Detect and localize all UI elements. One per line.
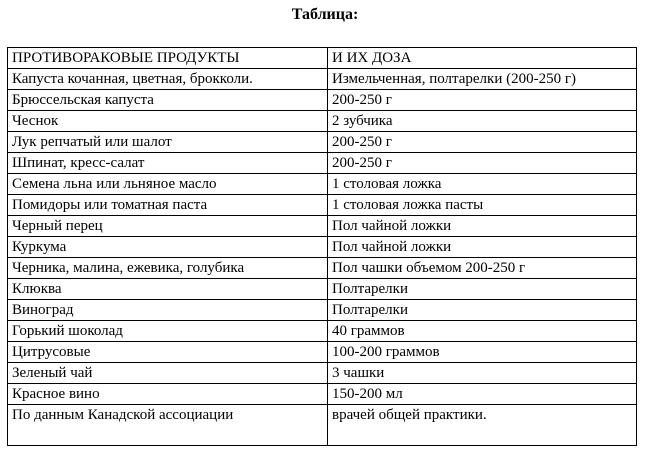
table-row (8, 153, 637, 174)
product-cell: Помидоры или томатная паста (8, 195, 328, 216)
table-row (8, 363, 637, 384)
header-dose: И ИХ ДОЗА (328, 48, 637, 69)
product-cell: Горький шоколад (8, 321, 328, 342)
document-title: Таблица: (291, 6, 359, 23)
source-note-cell: По данным Канадской ассоциации (8, 405, 328, 446)
dose-cell: Полтарелки (328, 279, 637, 300)
table-row (8, 384, 637, 405)
dose-cell: Полтарелки (328, 300, 637, 321)
table-row-source (8, 405, 637, 446)
dose-cell: Пол чайной ложки (328, 216, 637, 237)
dose-cell: 200-250 г (328, 132, 637, 153)
dose-cell: 2 зубчика (328, 111, 637, 132)
table-row (8, 342, 637, 363)
table-row (8, 174, 637, 195)
product-cell: Красное вино (8, 384, 328, 405)
dose-cell: Измельченная, полтарелки (200-250 г) (328, 69, 637, 90)
product-cell: Куркума (8, 237, 328, 258)
product-cell: Лук репчатый или шалот (8, 132, 328, 153)
product-cell: Черный перец (8, 216, 328, 237)
table-row (8, 216, 637, 237)
product-cell: Брюссельская капуста (8, 90, 328, 111)
table-row (8, 111, 637, 132)
table-row (8, 321, 637, 342)
table-header-row (8, 48, 637, 69)
table-row (8, 237, 637, 258)
dose-cell: 150-200 мл (328, 384, 637, 405)
product-cell: Черника, малина, ежевика, голубика (8, 258, 328, 279)
product-cell: Зеленый чай (8, 363, 328, 384)
dose-cell: 3 чашки (328, 363, 637, 384)
dose-cell: 1 столовая ложка (328, 174, 637, 195)
product-cell: Чеснок (8, 111, 328, 132)
source-note-cell: врачей общей практики. (328, 405, 637, 446)
dose-cell: 40 граммов (328, 321, 637, 342)
product-cell: Семена льна или льняное масло (8, 174, 328, 195)
product-cell: Капуста кочанная, цветная, брокколи. (8, 69, 328, 90)
anticancer-products-table (7, 47, 637, 446)
dose-cell: 200-250 г (328, 153, 637, 174)
table-row (8, 69, 637, 90)
dose-cell: 200-250 г (328, 90, 637, 111)
table-row (8, 90, 637, 111)
product-cell: Клюква (8, 279, 328, 300)
header-products: ПРОТИВОРАКОВЫЕ ПРОДУКТЫ (8, 48, 328, 69)
product-cell: Цитрусовые (8, 342, 328, 363)
table-row (8, 279, 637, 300)
table-row (8, 300, 637, 321)
table-row (8, 195, 637, 216)
dose-cell: Пол чайной ложки (328, 237, 637, 258)
table-row (8, 258, 637, 279)
dose-cell: 100-200 граммов (328, 342, 637, 363)
dose-cell: 1 столовая ложка пасты (328, 195, 637, 216)
product-cell: Шпинат, кресс-салат (8, 153, 328, 174)
dose-cell: Пол чашки объемом 200-250 г (328, 258, 637, 279)
product-cell: Виноград (8, 300, 328, 321)
table-row (8, 132, 637, 153)
